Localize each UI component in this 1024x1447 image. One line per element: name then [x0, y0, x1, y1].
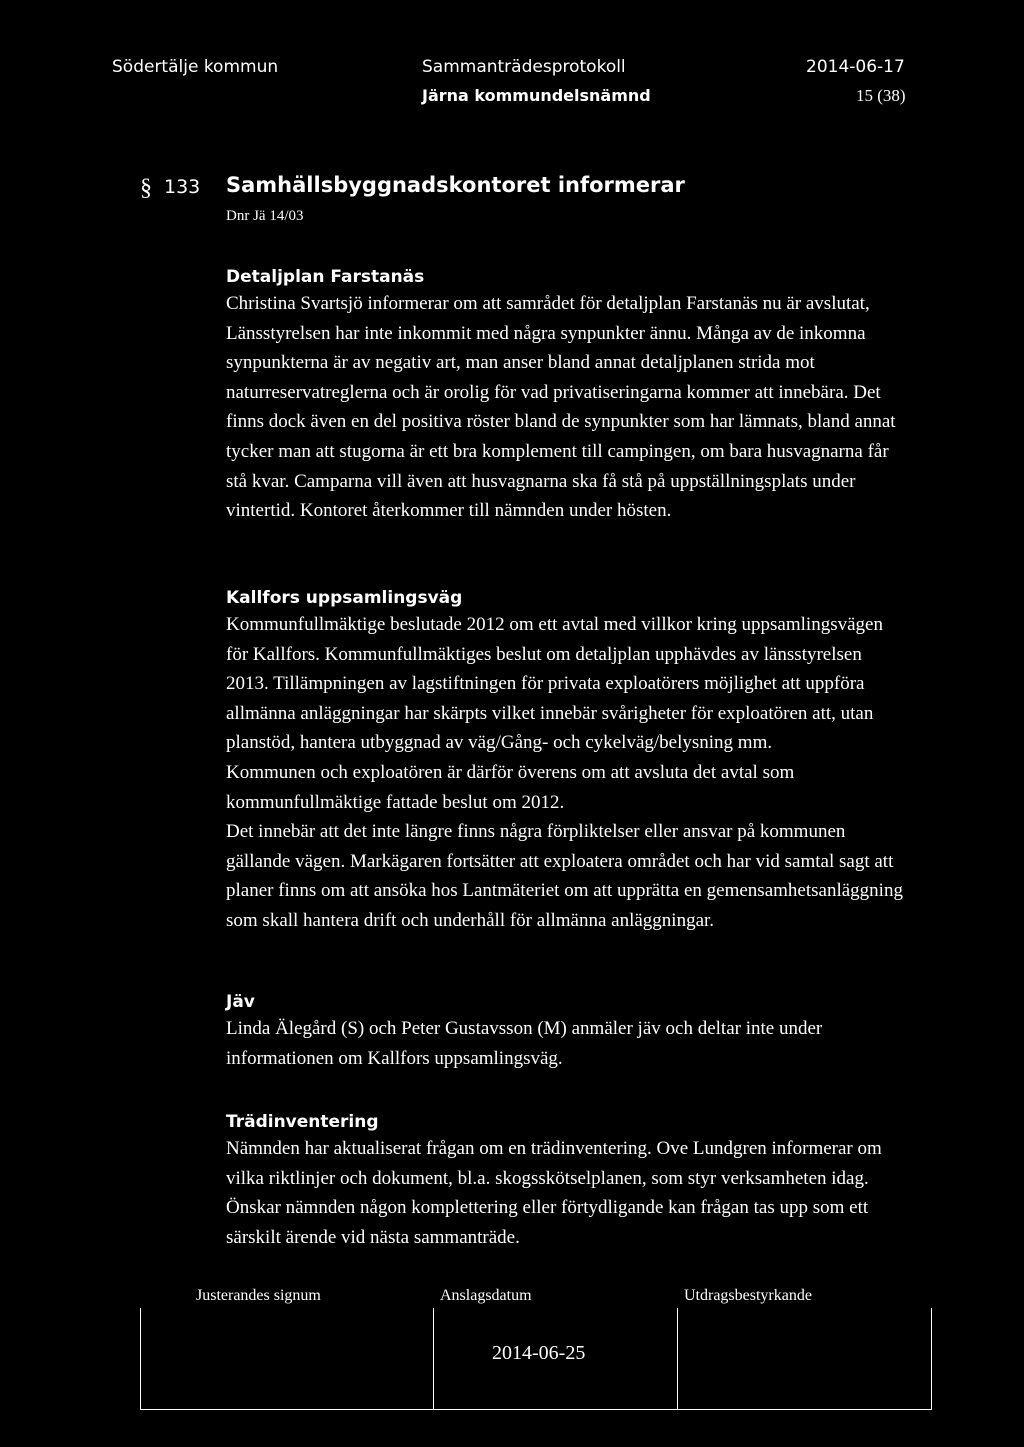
- block-heading: Trädinventering: [226, 1112, 379, 1132]
- section-symbol: §: [140, 175, 152, 201]
- block-heading: Jäv: [226, 992, 255, 1012]
- block-paragraph: Nämnden har aktualiserat frågan om en trädinventering. Ove Lundgren informerar om vilka riktlinjer och dokument, bl.a. skogsskötselplanen, som styr verksamheten idag. Önskar nämnden någon komplettering eller förtydligande kan frågan tas upp som ett särskilt ärende vid nästa sammanträde.: [226, 1138, 882, 1248]
- block-tradinventering: [226, 1110, 906, 1252]
- header-committee: Järna kommundelsnämnd: [422, 86, 651, 105]
- section-dnr: Dnr Jä 14/03: [226, 208, 304, 224]
- block-jav: [226, 990, 906, 1073]
- footer-anslag-label: Anslagsdatum: [440, 1287, 532, 1304]
- header-date: 2014-06-17: [806, 57, 905, 77]
- block-detaljplan-farstanas: [226, 265, 906, 526]
- footer-sign-label: Justerandes signum: [196, 1287, 321, 1304]
- section-number: 133: [164, 176, 201, 198]
- table-border-divider-1: [433, 1308, 434, 1410]
- table-border-bottom: [140, 1409, 932, 1410]
- block-paragraph: Det innebär att det inte längre finns några förpliktelser eller ansvar på kommunen gällande vägen. Markägaren fortsätter att exploatera området och har vid samtal sagt att planer finns om att ansöka hos Lantmäteriet om att upprätta en gemensamhetsanläggning som skall hantera drift och underhåll för allmänna anläggningar.: [226, 821, 903, 931]
- block-heading: Detaljplan Farstanäs: [226, 267, 425, 287]
- header-doc-type: Sammanträdesprotokoll: [422, 57, 626, 77]
- block-paragraph: Linda Älegård (S) och Peter Gustavsson (M) anmäler jäv och deltar inte under informationen om Kallfors uppsamlingsväg.: [226, 1018, 823, 1069]
- table-border-right: [931, 1308, 932, 1410]
- block-paragraph: Christina Svartsjö informerar om att samrådet för detaljplan Farstanäs nu är avslutat, Länsstyrelsen har inte inkommit med några synpunkter ännu. Många av de inkomna synpunkterna är av negativ art, man anser bland annat detaljplanen strida mot naturreservatreglerna och är orolig för vad privatiseringarna kommer att innebära. Det finns dock även en del positiva röster bland de synpunkter som har lämnats, bland annat tycker man att stugorna är ett bra komplement till campingen, om bara husvagnarna får stå kvar. Camparna vill även att husvagnarna ska få stå på uppställningsplats under vintertid. Kontoret återkommer till nämnden under hösten.: [226, 293, 896, 522]
- block-paragraph: Kommunfullmäktige beslutade 2012 om ett avtal med villkor kring uppsamlingsvägen för Kallfors. Kommunfullmäktiges beslut om detaljplan upphävdes av länsstyrelsen 2013. Tillämpningen av lagstiftningen för privata exploatörers möjlighet att uppföra allmänna anläggningar har skärpts vilket innebär svårigheter för exploatören att, utan planstöd, hantera utbyggnad av väg/Gång- och cykelväg/belysning mm.: [226, 614, 883, 754]
- header-municipality: Södertälje kommun: [112, 57, 279, 77]
- footer-anslag-date: 2014-06-25: [492, 1342, 586, 1364]
- section-title: Samhällsbyggnadskontoret informerar: [226, 173, 685, 197]
- header-page-number: 15 (38): [856, 86, 906, 105]
- block-kallfors-uppsamlingsvag: [226, 586, 906, 936]
- footer-utdrag-label: Utdragsbestyrkande: [684, 1287, 812, 1304]
- block-heading: Kallfors uppsamlingsväg: [226, 588, 463, 608]
- table-border-left: [140, 1308, 141, 1410]
- block-paragraph: Kommunen och exploatören är därför överens om att avsluta det avtal som kommunfullmäktige fattade beslut om 2012.: [226, 761, 795, 813]
- table-border-divider-2: [677, 1308, 678, 1410]
